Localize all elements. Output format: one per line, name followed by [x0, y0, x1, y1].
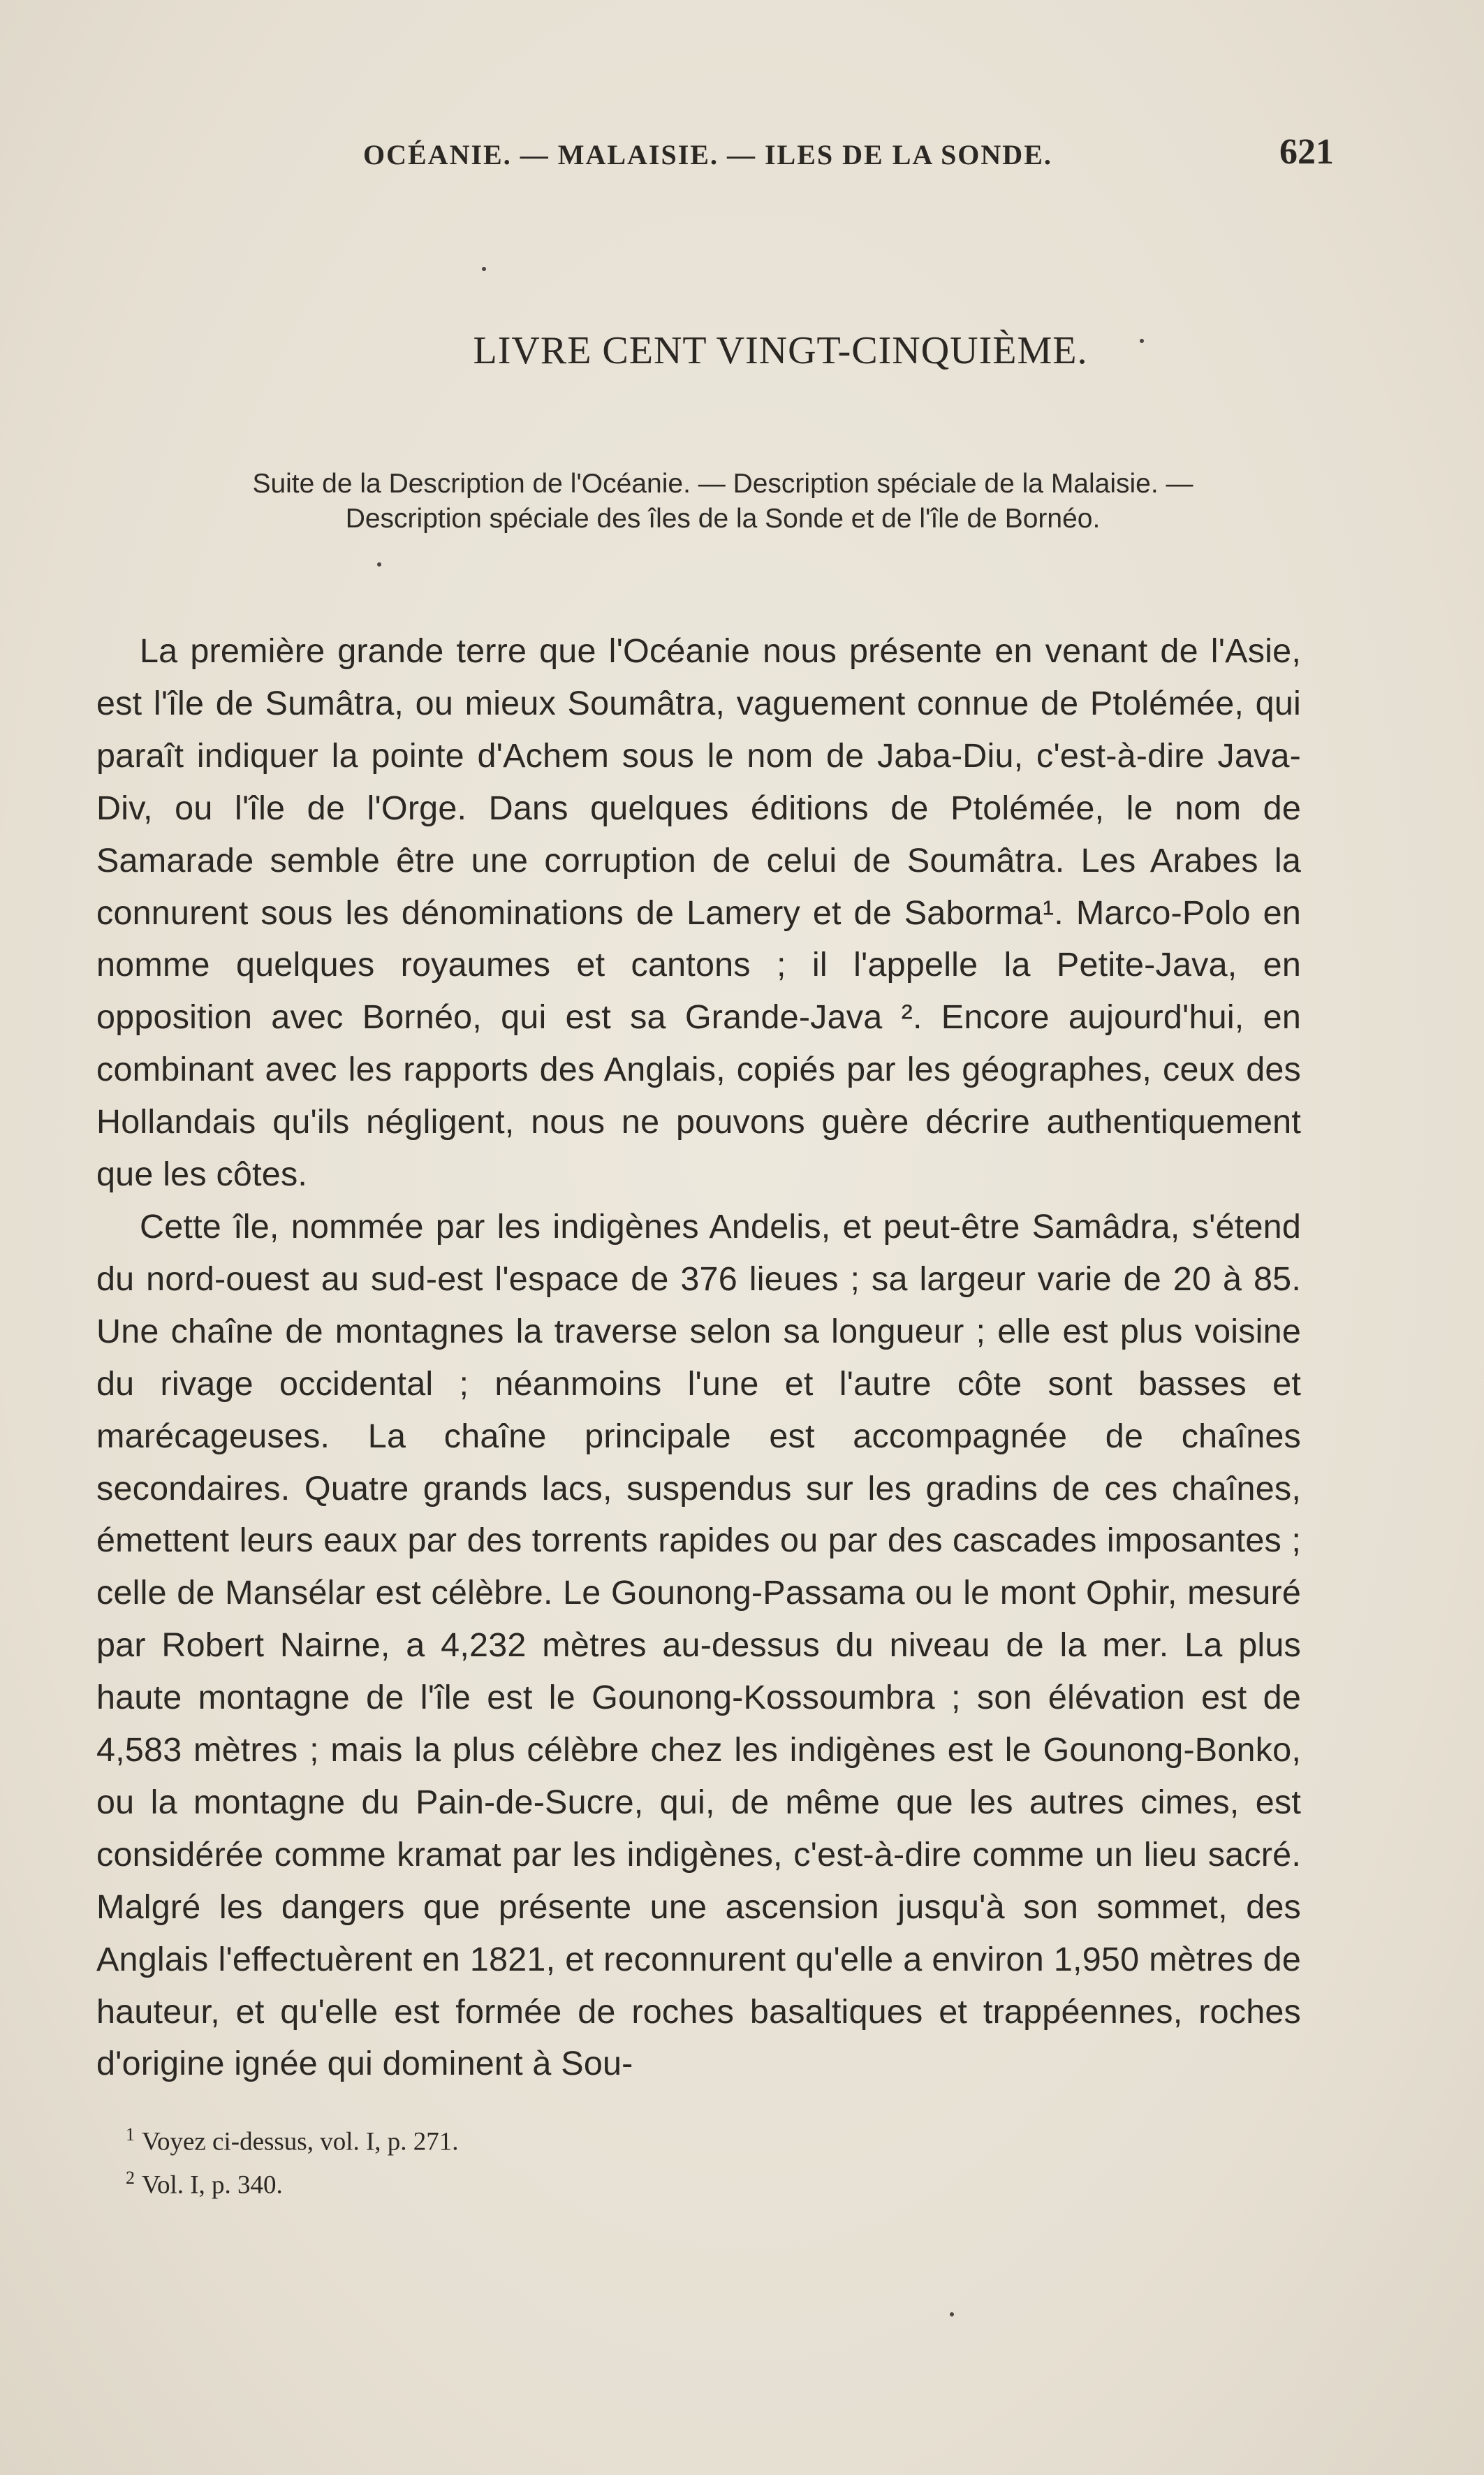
- footnote-mark: 1: [126, 2124, 135, 2145]
- paper-speck: [950, 2312, 954, 2316]
- chapter-subtitle-line-1: Suite de la Description de l'Océanie. — Description spéciale de la Malaisie. —: [252, 469, 1193, 499]
- body-text: [96, 625, 1301, 2090]
- paper-speck: [377, 562, 381, 567]
- footnote-text: Voyez ci-dessus, vol. I, p. 271.: [142, 2127, 459, 2156]
- running-title: OCÉANIE. — MALAISIE. — ILES DE LA SONDE.: [363, 139, 1052, 170]
- paragraph-1: La première grande terre que l'Océanie nous présente en venant de l'Asie, est l'île de Sumâtra, ou mieux Soumâtra, vaguement connue de Ptolémée, qui paraît indiquer la pointe d'Achem sous le nom de Jaba-Diu, c'est-à-dire Java-Div, ou l'île de l'Orge. Dans quelques éditions de Ptolémée, le nom de Samarade semble être une corruption de celui de Soumâtra. Les Arabes la connurent sous les dénominations de Lamery et de Saborma¹. Marco-Polo en nomme quelques royaumes et cantons ; il l'appelle la Petite-Java, en opposition avec Bornéo, qui est sa Grande-Java ². Encore aujourd'hui, en combinant avec les rapports des Anglais, copiés par les géographes, ceux des Hollandais qu'ils négligent, nous ne pouvons guère décrire authentiquement que les côtes.: [96, 632, 1301, 1194]
- chapter-title: [0, 328, 1484, 373]
- footnotes: [126, 2117, 1243, 2204]
- page-header: [363, 132, 1334, 180]
- chapter-subtitle-line-2: Description spéciale des îles de la Sonde et de l'île de Bornéo.: [345, 504, 1101, 534]
- chapter-title-text: LIVRE CENT VINGT-CINQUIÈME.: [473, 329, 1088, 372]
- paragraph-2: Cette île, nommée par les indigènes Andelis, et peut-être Samâdra, s'étend du nord-ouest au sud-est l'espace de 376 lieues ; sa largeur varie de 20 à 85. Une chaîne de montagnes la traverse selon sa longueur ; elle est plus voisine du rivage occidental ; néanmoins l'une et l'autre côte sont basses et marécageuses. La chaîne principale est accompagnée de chaînes secondaires. Quatre grands lacs, suspendus sur les gradins de ces chaînes, émettent leurs eaux par des torrents rapides ou par des cascades imposantes ; celle de Mansélar est célèbre. Le Gounong-Passama ou le mont Ophir, mesuré par Robert Nairne, a 4,232 mètres au-dessus du niveau de la mer. La plus haute montagne de l'île est le Gounong-Kossoumbra ; son élévation est de 4,583 mètres ; mais la plus célèbre chez les indigènes est le Gounong-Bonko, ou la montagne du Pain-de-Sucre, qui, de même que les autres cimes, est considérée comme kramat par les indigènes, c'est-à-dire comme un lieu sacré. Malgré les dangers que présente une ascension jusqu'à son sommet, des Anglais l'effectuèrent en 1821, et reconnurent qu'elle a environ 1,950 mètres de hauteur, et qu'elle est formée de roches basaltiques et trappéennes, roches d'origine ignée qui dominent à Sou-: [96, 1207, 1301, 2083]
- paper-speck: [482, 267, 486, 271]
- footnote-1: [126, 2117, 1243, 2160]
- page-number: 621: [1279, 132, 1334, 172]
- footnote-mark: 2: [126, 2168, 135, 2189]
- footnote-text: Vol. I, p. 340.: [142, 2170, 283, 2200]
- chapter-subtitle: [126, 467, 1320, 536]
- paper-speck: [1140, 339, 1144, 343]
- footnote-2: [126, 2160, 1243, 2203]
